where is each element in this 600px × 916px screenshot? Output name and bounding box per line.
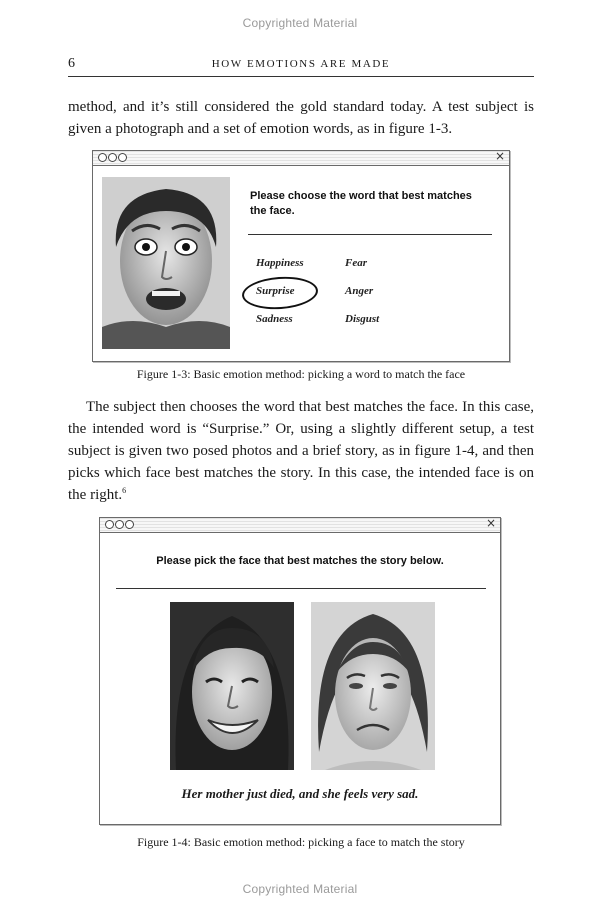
word-prompt: Please choose the word that best matches the face.	[250, 190, 472, 217]
window-dot-icon	[115, 520, 124, 529]
option-anger: Anger	[345, 285, 374, 297]
window-dot-icon	[118, 153, 127, 162]
option-sadness: Sadness	[256, 313, 293, 325]
sad-face-photo	[311, 602, 435, 770]
window-buttons	[105, 520, 135, 538]
option-surprise: Surprise	[256, 285, 295, 297]
prompt-divider	[248, 234, 492, 235]
running-header	[68, 56, 534, 77]
window-dot-icon	[108, 153, 117, 162]
window-dot-icon	[98, 153, 107, 162]
figure-1-3-caption: Figure 1-3: Basic emotion method: picking a word to match the face	[136, 367, 466, 381]
figure-1-3-window	[92, 150, 510, 362]
window-dot-icon	[125, 520, 134, 529]
watermark-bottom: Copyrighted Material	[242, 882, 358, 896]
close-icon: ×	[494, 149, 505, 163]
story-text: Her mother just died, and she feels very sad.	[181, 786, 419, 801]
face-prompt: Please pick the face that best matches the story below.	[156, 555, 444, 567]
option-happiness: Happiness	[256, 257, 304, 269]
paragraph-2	[68, 396, 534, 506]
option-disgust: Disgust	[345, 313, 380, 325]
window-dot-icon	[105, 520, 114, 529]
page-number: 6	[68, 56, 75, 71]
window-titlebar	[100, 518, 500, 533]
watermark-top: Copyrighted Material	[242, 16, 358, 30]
window-buttons	[98, 153, 128, 171]
close-icon: ×	[485, 516, 496, 530]
figure-1-4-window	[99, 517, 501, 825]
paragraph-1: method, and it’s still considered the gold standard today. A test subject is given a photograph and a set of emotion words, as in figure 1-3.	[68, 99, 534, 137]
running-title: HOW EMOTIONS ARE MADE	[211, 58, 391, 70]
paragraph-2-text: The subject then chooses the word that best matches the face. In this case, the intended word is “Surprise.” Or, using a slightly different setup, a test subject is given two posed photos and a brief story, as in figure 1-4, and then picks which face best matches the story. In this case, the intended face is on the right.	[68, 399, 534, 503]
figure-1-4-caption: Figure 1-4: Basic emotion method: picking a face to match the story	[137, 835, 465, 849]
footnote-marker: 6	[122, 486, 127, 495]
happy-face-photo	[170, 602, 294, 770]
prompt-divider	[116, 588, 486, 589]
window-titlebar	[93, 151, 509, 166]
option-fear: Fear	[345, 257, 367, 269]
surprised-face-photo	[102, 177, 230, 349]
